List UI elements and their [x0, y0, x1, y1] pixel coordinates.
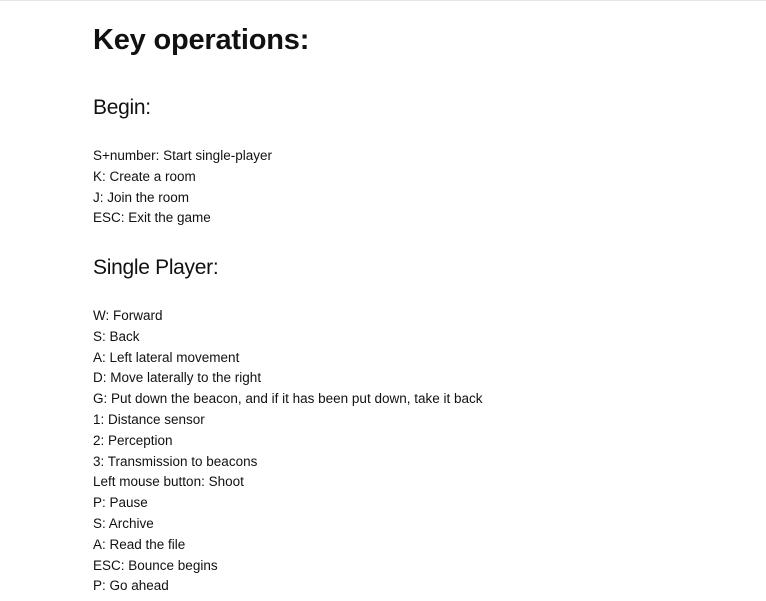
key-item: 3: Transmission to beacons: [93, 453, 258, 469]
key-item: K: Create a room: [93, 168, 196, 184]
key-item: 1: Distance sensor: [93, 411, 205, 427]
key-item: A: Read the file: [93, 536, 186, 552]
key-item: G: Put down the beacon, and if it has been put down, take it back: [93, 391, 483, 407]
key-item: Left mouse button: Shoot: [93, 474, 244, 490]
key-item: ESC: Exit the game: [93, 210, 211, 226]
key-item: ESC: Bounce begins: [93, 557, 218, 573]
key-item: S: Back: [93, 328, 140, 344]
key-item: D: Move laterally to the right: [93, 370, 262, 386]
key-item: W: Forward: [93, 308, 163, 323]
key-item: P: Pause: [93, 495, 148, 511]
key-item: J: Join the room: [93, 189, 190, 205]
top-divider: [0, 0, 766, 1]
key-item: P: Go ahead: [93, 578, 169, 594]
section-heading-begin: Begin:: [93, 96, 151, 119]
key-list-begin: [93, 146, 272, 229]
key-item: 2: Perception: [93, 432, 173, 448]
key-item: S: Archive: [93, 515, 154, 531]
section-heading-single-player: Single Player:: [93, 256, 219, 279]
key-item: A: Left lateral movement: [93, 349, 240, 365]
page-title: Key operations:: [93, 24, 310, 56]
key-list-single-player: [93, 306, 483, 597]
key-item: S+number: Start single-player: [93, 148, 272, 163]
